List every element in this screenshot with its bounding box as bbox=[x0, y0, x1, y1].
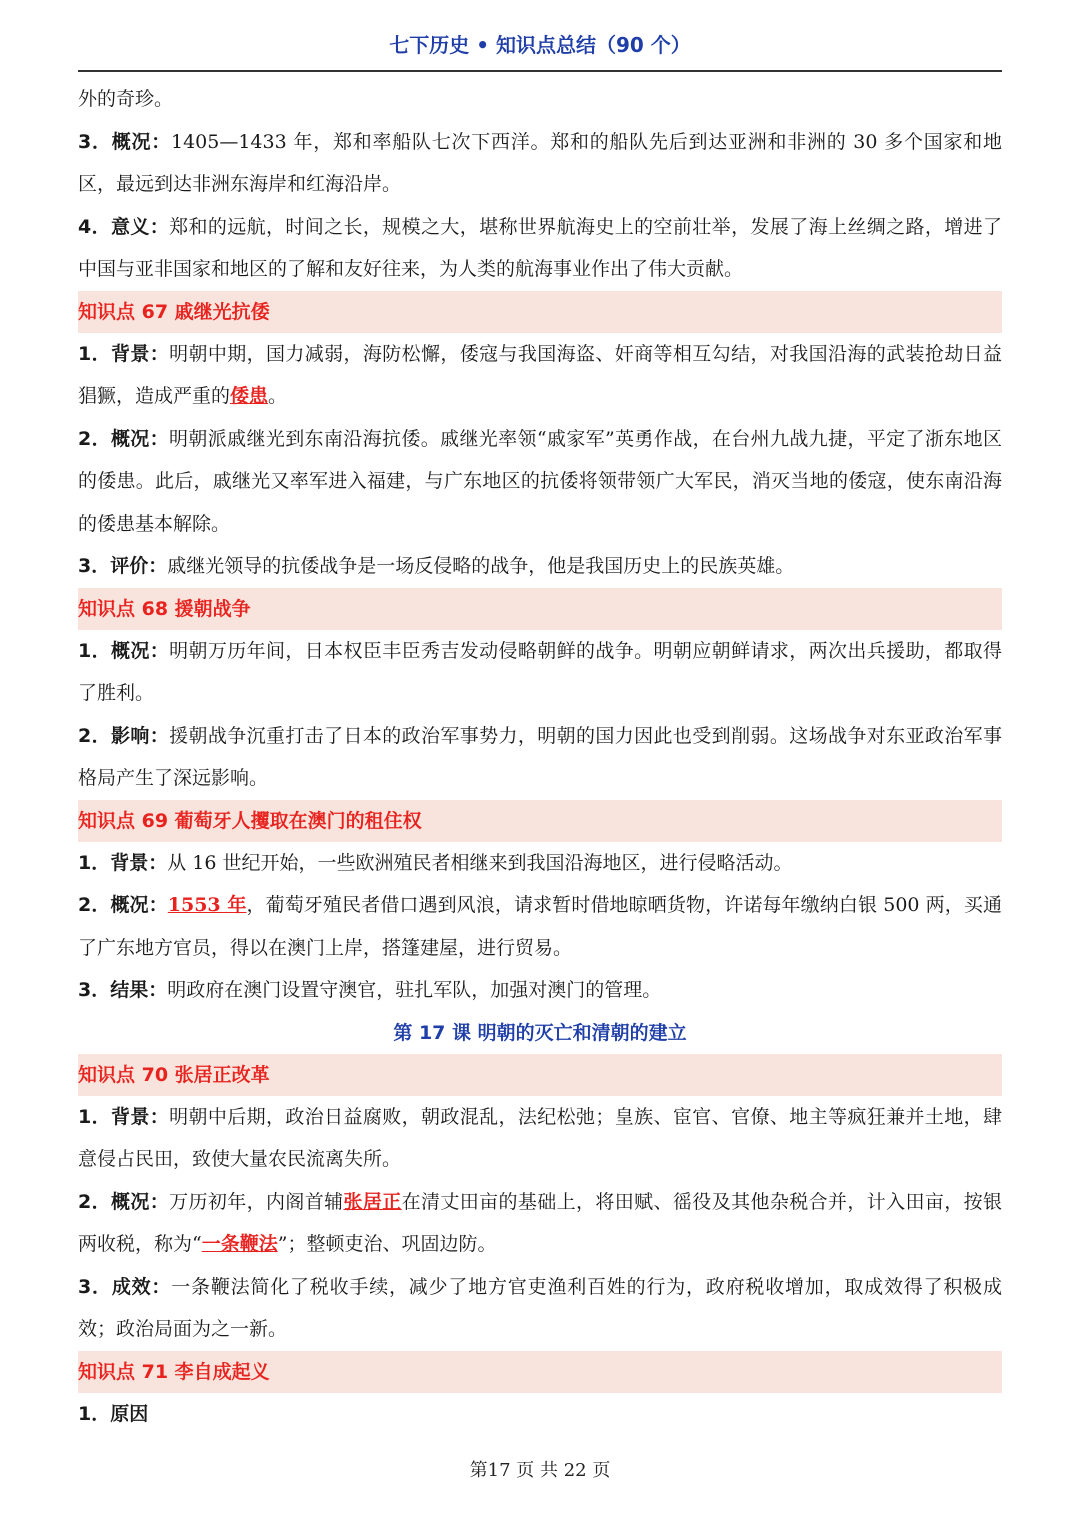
paragraph-text: 明朝派戚继光到东南沿海抗倭。戚继光率领“戚家军”英勇作战，在台州九战九捷，平定了浙东地区的倭患。此后，戚继光又率军进入福建，与广东地区的抗倭将领带领广大军民，消灭当地的倭寇，使东南沿海的倭患基本解除。 bbox=[78, 427, 1002, 535]
paragraph-text: ，葡萄牙殖民者借口遇到风浪，请求暂时借地晾晒货物，许诺每年缴纳白银 500 两，买通了广东地方官员，得以在澳门上岸，搭篷建屋，进行贸易。 bbox=[78, 894, 1002, 959]
paragraph-label: 1．背景： bbox=[78, 1105, 170, 1128]
paragraph bbox=[78, 121, 1002, 206]
paragraph-label: 1．背景： bbox=[78, 851, 168, 874]
paragraph-label: 2．概况： bbox=[78, 1190, 170, 1213]
paragraph bbox=[78, 1266, 1002, 1351]
paragraph-text: 援朝战争沉重打击了日本的政治军事势力，明朝的国力因此也受到削弱。这场战争对东亚政治军事格局产生了深远影响。 bbox=[78, 724, 1002, 789]
paragraph-label: 4．意义： bbox=[78, 215, 170, 238]
paragraph bbox=[78, 545, 1002, 588]
paragraph bbox=[78, 842, 1002, 885]
paragraph-text: 明朝万历年间，日本权臣丰臣秀吉发动侵略朝鲜的战争。明朝应朝鲜请求，两次出兵援助，都取得了胜利。 bbox=[78, 639, 1002, 704]
paragraph-text: 明朝中期，国力减弱，海防松懈，倭寇与我国海盗、奸商等相互勾结，对我国沿海的武装抢劫日益猖獗，造成严重的 bbox=[78, 342, 1002, 407]
paragraph-text: 在清丈田亩的基础上，将田赋、徭役及其他杂税合并，计入田亩，按银两收税，称为“ bbox=[78, 1190, 1002, 1255]
paragraph-label: 3．结果： bbox=[78, 979, 168, 1001]
paragraph-text: 万历初年，内阁首辅 bbox=[169, 1190, 344, 1213]
paragraph bbox=[78, 78, 1002, 121]
page-footer: 第17 页 共 22 页 bbox=[469, 1460, 611, 1481]
paragraph bbox=[78, 206, 1002, 291]
paragraph-label: 1．背景： bbox=[78, 342, 170, 365]
key-term: 一条鞭法 bbox=[201, 1233, 278, 1255]
paragraph bbox=[78, 418, 1002, 546]
paragraph-text: 外的奇珍。 bbox=[78, 88, 174, 110]
key-term: 1553 年 bbox=[167, 894, 247, 916]
paragraph-text: 明朝中后期，政治日益腐败，朝政混乱，法纪松弛；皇族、宦官、官僚、地主等疯狂兼并土地，肆意侵占民田，致使大量农民流离失所。 bbox=[78, 1105, 1002, 1170]
key-term: 倭患 bbox=[230, 385, 269, 407]
knowledge-point-heading: 知识点 67 戚继光抗倭 bbox=[78, 291, 1002, 333]
paragraph bbox=[78, 1096, 1002, 1181]
paragraph-text: 戚继光领导的抗倭战争是一场反侵略的战争，他是我国历史上的民族英雄。 bbox=[167, 555, 795, 577]
knowledge-point-heading: 知识点 68 援朝战争 bbox=[78, 588, 1002, 630]
paragraph bbox=[78, 969, 1002, 1012]
paragraph bbox=[78, 333, 1002, 418]
paragraph bbox=[78, 630, 1002, 715]
header-title: 七下历史 • 知识点总结（90 个） bbox=[389, 33, 691, 57]
page-header bbox=[78, 28, 1002, 72]
paragraph-text: ”；整顿吏治、巩固边防。 bbox=[277, 1233, 497, 1255]
paragraph-text: 一条鞭法简化了税收手续，减少了地方官吏渔利百姓的行为，政府税收增加，取成效得了积极成效；政治局面为之一新。 bbox=[78, 1275, 1002, 1340]
knowledge-point-heading: 知识点 69 葡萄牙人攫取在澳门的租住权 bbox=[78, 800, 1002, 842]
paragraph-label: 3．评价： bbox=[78, 555, 168, 577]
paragraph-label: 1．概况： bbox=[78, 639, 170, 662]
paragraph bbox=[78, 1181, 1002, 1266]
paragraph-text: 1405—1433 年，郑和率船队七次下西洋。郑和的船队先后到达亚洲和非洲的 30 多个国家和地区，最远到达非洲东海岸和红海沿岸。 bbox=[78, 130, 1002, 195]
paragraph-label: 3．成效： bbox=[78, 1275, 172, 1298]
paragraph bbox=[78, 1393, 1002, 1436]
paragraph-label: 3．概况： bbox=[78, 130, 171, 153]
paragraph-label: 2．概况： bbox=[78, 894, 168, 916]
paragraph-text: 明政府在澳门设置守澳官，驻扎军队，加强对澳门的管理。 bbox=[167, 979, 662, 1001]
paragraph-label: 2．影响： bbox=[78, 724, 170, 747]
paragraph-label: 2．概况： bbox=[78, 427, 170, 450]
knowledge-point-heading: 知识点 71 李自成起义 bbox=[78, 1351, 1002, 1393]
key-term: 张居正 bbox=[343, 1190, 402, 1213]
paragraph bbox=[78, 884, 1002, 969]
knowledge-point-heading: 知识点 70 张居正改革 bbox=[78, 1054, 1002, 1096]
paragraph-text: 。 bbox=[268, 385, 288, 407]
paragraph-text: 从 16 世纪开始，一些欧洲殖民者相继来到我国沿海地区，进行侵略活动。 bbox=[167, 851, 793, 874]
paragraph-label: 1．原因 bbox=[78, 1402, 149, 1425]
lesson-heading: 第 17 课 明朝的灭亡和清朝的建立 bbox=[393, 1021, 687, 1044]
paragraph-text: 郑和的远航，时间之长，规模之大，堪称世界航海史上的空前壮举，发展了海上丝绸之路，增进了中国与亚非国家和地区的了解和友好往来，为人类的航海事业作出了伟大贡献。 bbox=[78, 215, 1002, 280]
paragraph bbox=[78, 715, 1002, 800]
document-body bbox=[78, 78, 1002, 1435]
